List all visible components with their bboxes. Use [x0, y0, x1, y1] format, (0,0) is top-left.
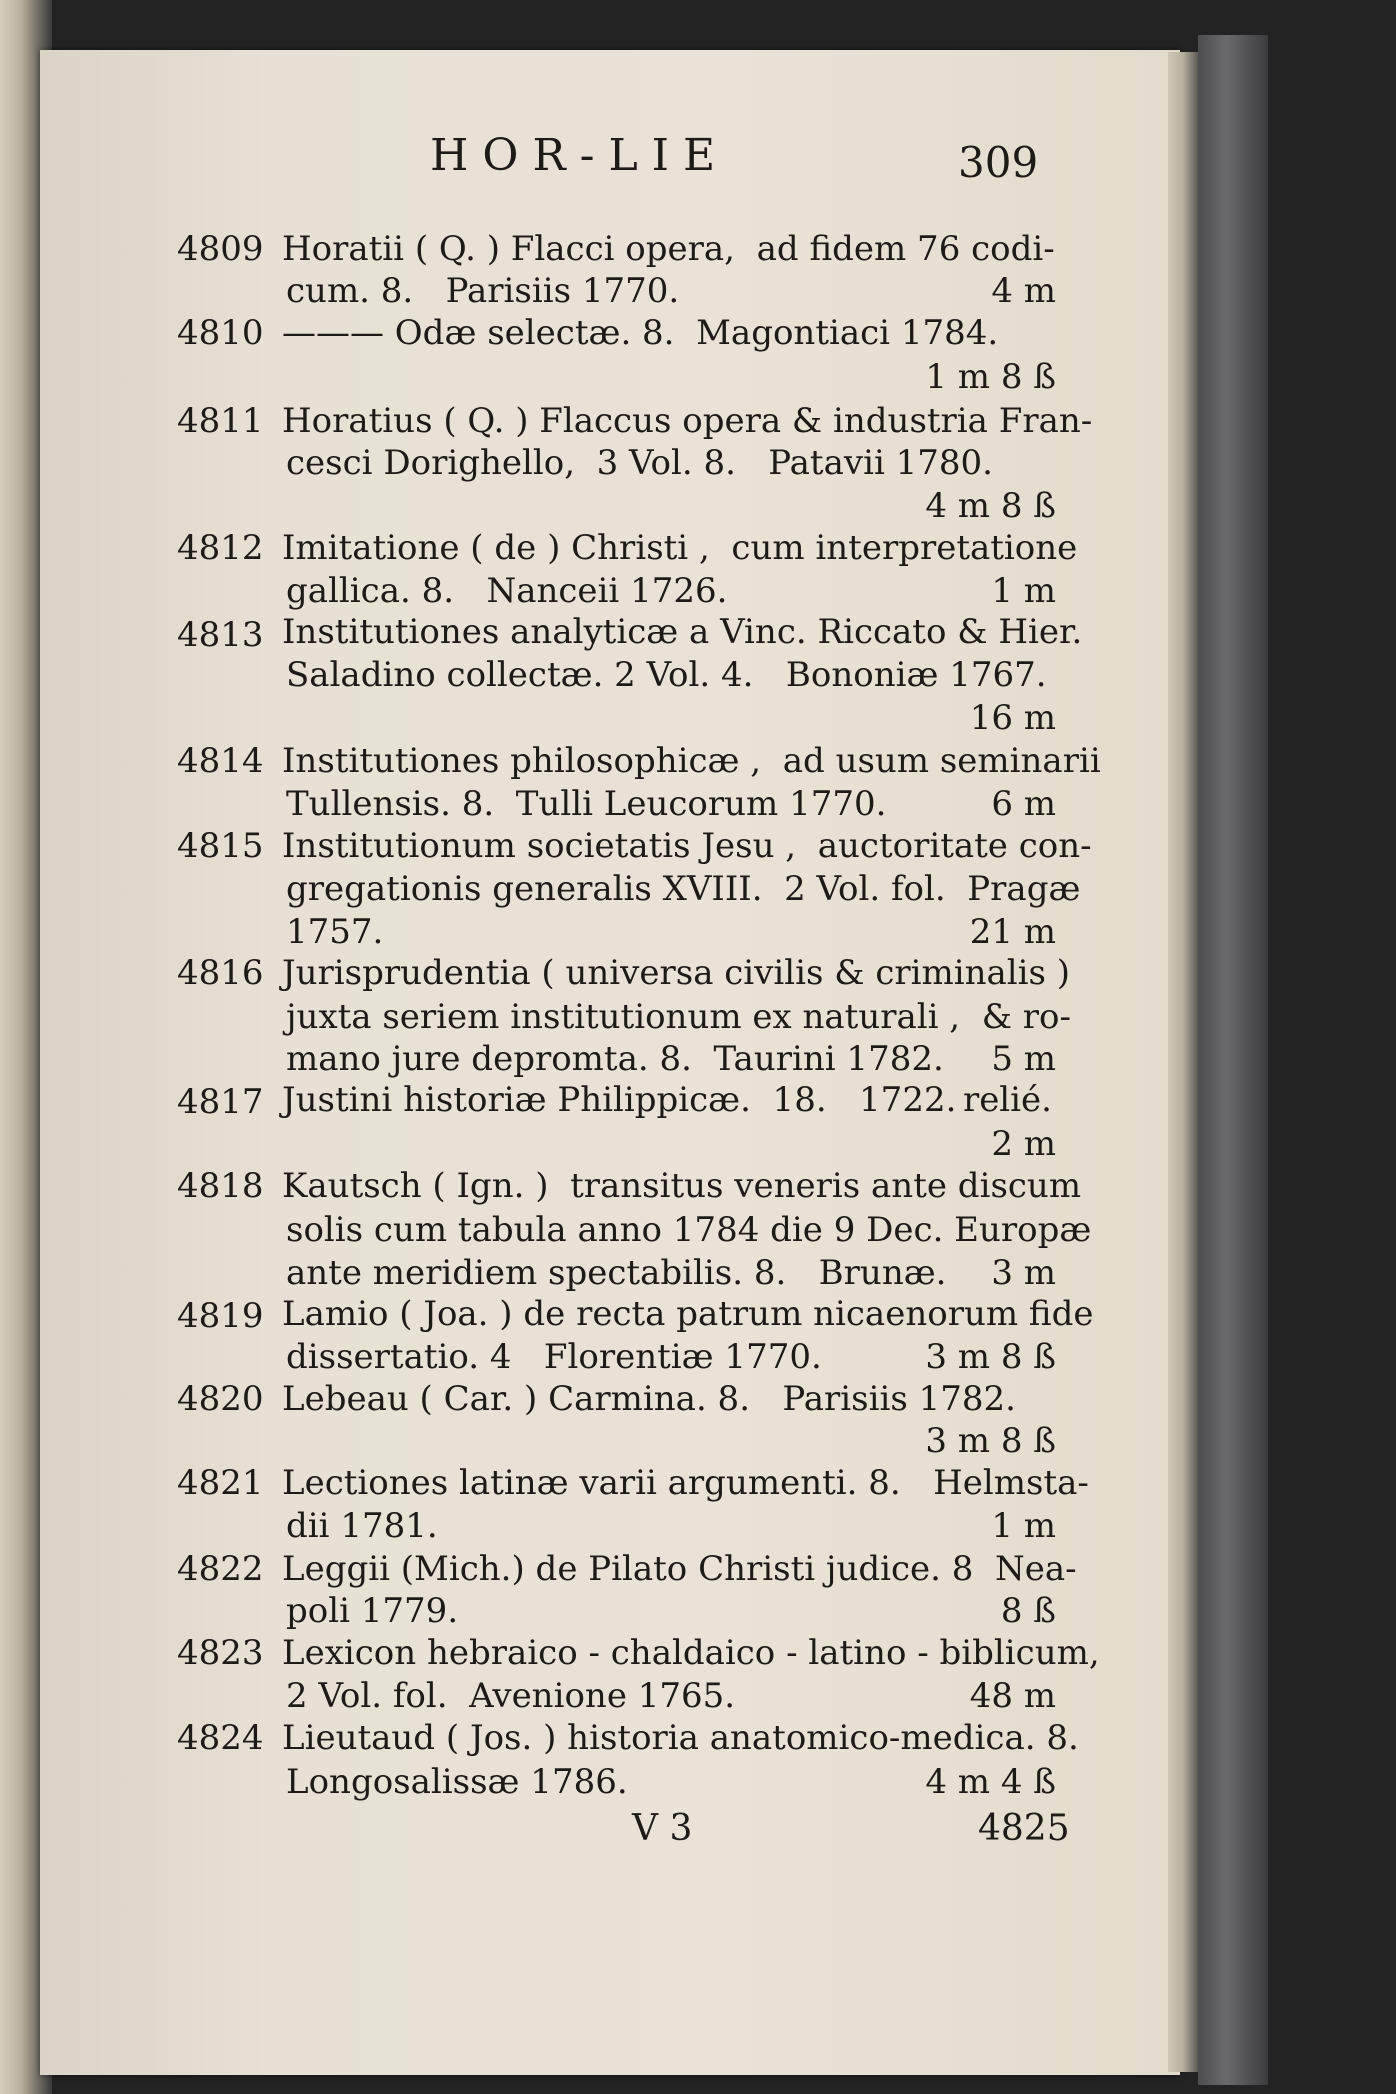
entry-text: Justini historiæ Philippicæ. 18. 1722.	[282, 1080, 957, 1120]
entry-line	[286, 486, 1056, 526]
entry-text: juxta seriem institutionum ex naturali , & ro-	[286, 997, 1072, 1037]
entry-line	[282, 741, 1101, 781]
entry-text: Lectiones latinæ varii argumenti. 8. Helmsta-	[282, 1463, 1089, 1503]
entry-text: Kautsch ( Ign. ) transitus veneris ante discum	[282, 1166, 1082, 1206]
entry-text: Horatius ( Q. ) Flaccus opera & industria Fran-	[282, 401, 1093, 441]
entry-line	[286, 997, 1072, 1037]
entry-text: Lexicon hebraico - chaldaico - latino - biblicum,	[282, 1633, 1100, 1673]
entry-price: 16 m	[969, 698, 1056, 738]
entry-text: ante meridiem spectabilis. 8. Brunæ.	[286, 1253, 947, 1293]
entry-line	[282, 229, 1055, 269]
entry-number: 4815	[177, 826, 264, 866]
entry-line	[282, 1080, 1052, 1120]
entry-text: cum. 8. Parisiis 1770.	[286, 271, 680, 311]
entry-line	[282, 1379, 1052, 1419]
entry-line	[286, 271, 1056, 311]
entry-price: 48 m	[969, 1676, 1056, 1716]
entry-line	[282, 1294, 1094, 1334]
entry-number: 4813	[177, 615, 264, 655]
entry-text: gregationis generalis XVIII. 2 Vol. fol. Pragæ	[286, 869, 1081, 909]
entry-number: 4824	[177, 1718, 264, 1758]
entry-text: Institutionum societatis Jesu , auctoritate con-	[282, 826, 1092, 866]
entry-line	[286, 1210, 1092, 1250]
entry-price: 3 m 8 ß	[925, 1421, 1056, 1461]
entry-line	[282, 401, 1093, 441]
book-spine	[1198, 35, 1268, 2085]
entry-line	[286, 1591, 1056, 1631]
entry-line	[286, 698, 1056, 738]
entry-line	[286, 357, 1056, 397]
entry-price: 3 m 8 ß	[925, 1337, 1056, 1377]
running-title: HOR-LIE	[430, 130, 730, 181]
entry-line	[282, 1633, 1100, 1673]
entry-line	[282, 1463, 1089, 1503]
entry-price: 3 m	[991, 1253, 1056, 1293]
entry-text: Institutiones analyticæ a Vinc. Riccato & Hier.	[282, 612, 1083, 652]
entry-line	[286, 912, 1056, 952]
entry-text: Horatii ( Q. ) Flacci opera, ad fidem 76 codi-	[282, 229, 1055, 269]
entry-text: mano jure depromta. 8. Taurini 1782.	[286, 1039, 944, 1079]
entry-line	[286, 443, 1056, 483]
entry-number: 4822	[177, 1549, 264, 1589]
entry-number: 4820	[177, 1379, 264, 1419]
entry-text: Lieutaud ( Jos. ) historia anatomico-medica. 8.	[282, 1718, 1079, 1758]
entry-price: relié.	[962, 1080, 1052, 1120]
entry-line	[282, 1718, 1079, 1758]
entry-price: 5 m	[991, 1039, 1056, 1079]
entry-number: 4823	[177, 1633, 264, 1673]
page-edge	[1168, 52, 1198, 2072]
entry-number: 4821	[177, 1463, 264, 1503]
entry-price: 1 m 8 ß	[925, 357, 1056, 397]
entry-price: 2 m	[991, 1124, 1056, 1164]
entry-number: 4810	[177, 313, 264, 353]
entry-line	[286, 1039, 1056, 1079]
entry-line	[286, 784, 1056, 824]
entry-text: Lamio ( Joa. ) de recta patrum nicaenorum fide	[282, 1294, 1094, 1334]
entry-number: 4818	[177, 1166, 264, 1206]
entry-text: solis cum tabula anno 1784 die 9 Dec. Europæ	[286, 1210, 1092, 1250]
entry-text: Jurisprudentia ( universa civilis & criminalis )	[282, 953, 1071, 993]
entry-text: 1757.	[286, 912, 384, 952]
entry-line	[282, 1549, 1077, 1589]
entry-number: 4811	[177, 401, 264, 441]
entry-line	[282, 612, 1083, 652]
entry-line	[286, 869, 1081, 909]
entry-text: Institutiones philosophicæ , ad usum seminarii	[282, 741, 1101, 781]
entry-text: poli 1779.	[286, 1591, 459, 1631]
entry-text: Imitatione ( de ) Christi , cum interpretatione	[282, 528, 1078, 568]
entry-text: dissertatio. 4 Florentiæ 1770.	[286, 1337, 822, 1377]
entry-number: 4817	[177, 1082, 264, 1122]
entry-line	[286, 655, 1056, 695]
entry-number: 4814	[177, 741, 264, 781]
entry-number: 4816	[177, 953, 264, 993]
entry-text: 2 Vol. fol. Avenione 1765.	[286, 1676, 736, 1716]
entry-line	[286, 1253, 1056, 1293]
entry-text: Saladino collectæ. 2 Vol. 4. Bononiæ 1767.	[286, 655, 1047, 695]
entry-price: 8 ß	[1000, 1591, 1056, 1631]
entry-number: 4812	[177, 528, 264, 568]
entry-line	[286, 1506, 1056, 1546]
entry-line	[286, 1421, 1056, 1461]
entry-text: Tullensis. 8. Tulli Leucorum 1770.	[286, 784, 887, 824]
entry-price: 1 m	[991, 1506, 1056, 1546]
entry-line	[282, 826, 1092, 866]
entry-text: cesci Dorighello, 3 Vol. 8. Patavii 1780.	[286, 443, 993, 483]
entry-price: 4 m 8 ß	[925, 486, 1056, 526]
entry-price: 6 m	[991, 784, 1056, 824]
entry-text: ——— Odæ selectæ. 8. Magontiaci 1784.	[282, 313, 999, 353]
entry-line	[286, 1762, 1056, 1802]
entry-price: 21 m	[969, 912, 1056, 952]
entry-number: 4819	[177, 1296, 264, 1336]
entry-line	[286, 1676, 1056, 1716]
entry-line	[286, 571, 1056, 611]
entry-text: Lebeau ( Car. ) Carmina. 8. Parisiis 1782.	[282, 1379, 1016, 1419]
entry-text: Longosalissæ 1786.	[286, 1762, 628, 1802]
entry-price: 1 m	[991, 571, 1056, 611]
entry-line	[282, 1166, 1082, 1206]
entry-text: gallica. 8. Nanceii 1726.	[286, 571, 728, 611]
catchword: 4825	[978, 1808, 1070, 1849]
entry-line	[286, 1124, 1056, 1164]
entry-price: 4 m 4 ß	[925, 1762, 1056, 1802]
entry-line	[282, 953, 1071, 993]
entry-line	[286, 1337, 1056, 1377]
entry-text: dii 1781.	[286, 1506, 438, 1546]
signature-mark: V 3	[632, 1808, 693, 1849]
page-number: 309	[958, 138, 1039, 187]
running-header	[0, 130, 1396, 190]
entry-line	[282, 313, 1052, 353]
entry-number: 4809	[177, 229, 264, 269]
entry-line	[282, 528, 1078, 568]
entry-text: Leggii (Mich.) de Pilato Christi judice. 8 Nea-	[282, 1549, 1077, 1589]
entry-price: 4 m	[991, 271, 1056, 311]
